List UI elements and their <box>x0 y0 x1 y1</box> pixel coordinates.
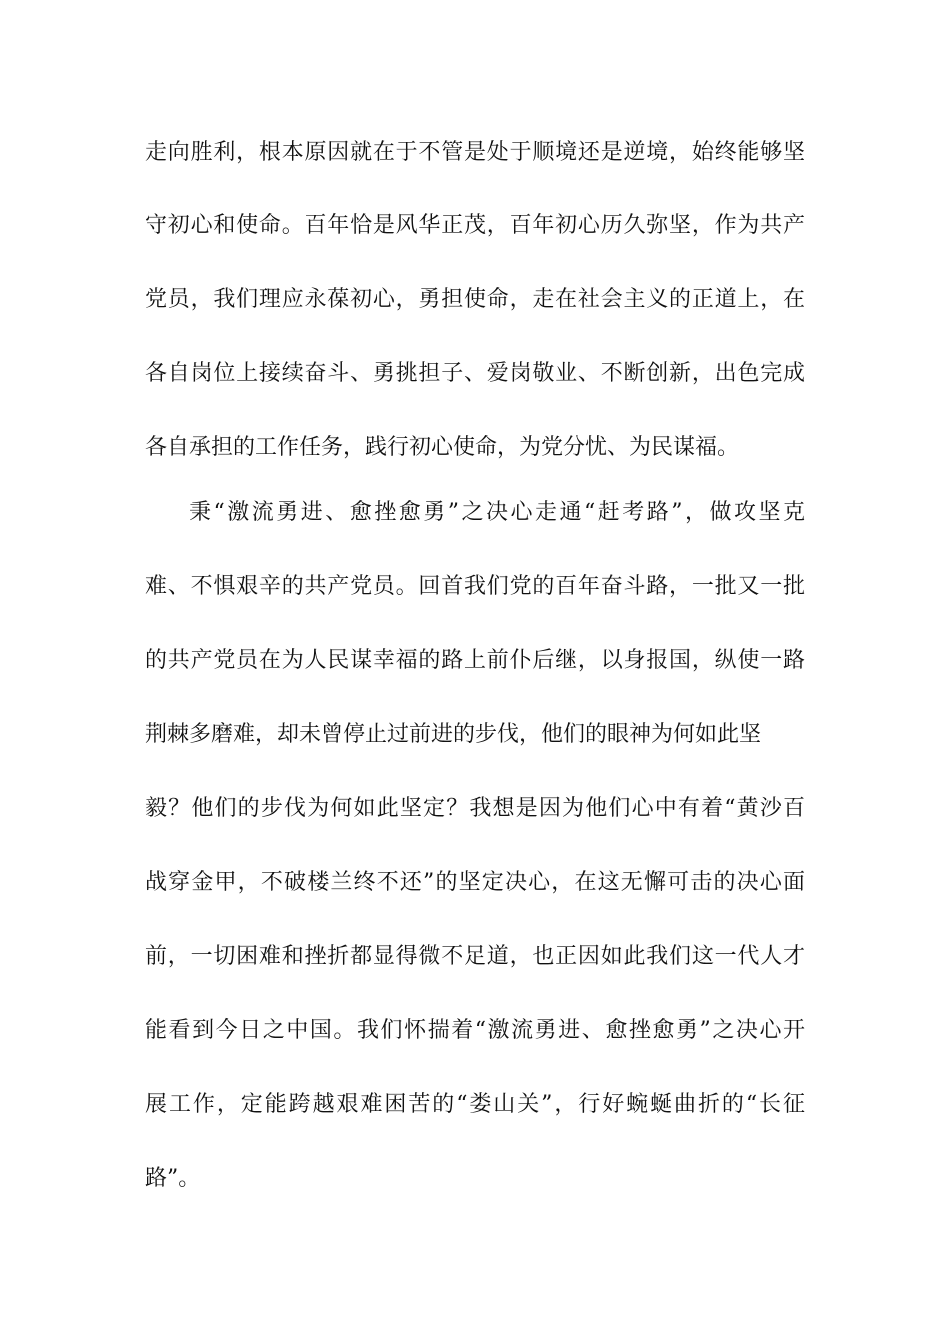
text-line: 展工作，定能跨越艰难困苦的“娄山关”，行好蜿蜒曲折的“长征 <box>145 1092 805 1117</box>
text-line: 的共产党员在为人民谋幸福的路上前仆后继，以身报国，纵使一路 <box>145 648 805 673</box>
text-line: 难、不惧艰辛的共产党员。回首我们党的百年奋斗路，一批又一批 <box>145 574 805 599</box>
text-line: 前，一切困难和挫折都显得微不足道，也正因如此我们这一代人才 <box>145 944 805 969</box>
text-line: 毅？他们的步伐为何如此坚定？我想是因为他们心中有着“黄沙百 <box>145 796 805 821</box>
text-line: 战穿金甲，不破楼兰终不还”的坚定决心，在这无懈可击的决心面 <box>145 870 805 895</box>
text-line: 守初心和使命。百年恰是风华正茂，百年初心历久弥坚，作为共产 <box>145 213 805 238</box>
text-line: 各自承担的工作任务，践行初心使命，为党分忧、为民谋福。 <box>145 435 740 460</box>
text-line: 党员，我们理应永葆初心，勇担使命，走在社会主义的正道上，在 <box>145 287 805 312</box>
text-line: 各自岗位上接续奋斗、勇挑担子、爱岗敬业、不断创新，出色完成 <box>145 361 805 386</box>
text-line: 荆棘多磨难，却未曾停止过前进的步伐，他们的眼神为何如此坚 <box>145 722 762 747</box>
text-line: 秉“激流勇进、愈挫愈勇”之决心走通“赶考路”，做攻坚克 <box>189 500 805 525</box>
text-line: 路”。 <box>145 1166 201 1191</box>
text-line: 走向胜利，根本原因就在于不管是处于顺境还是逆境，始终能够坚 <box>145 140 805 165</box>
text-line: 能看到今日之中国。我们怀揣着“激流勇进、愈挫愈勇”之决心开 <box>145 1018 805 1043</box>
